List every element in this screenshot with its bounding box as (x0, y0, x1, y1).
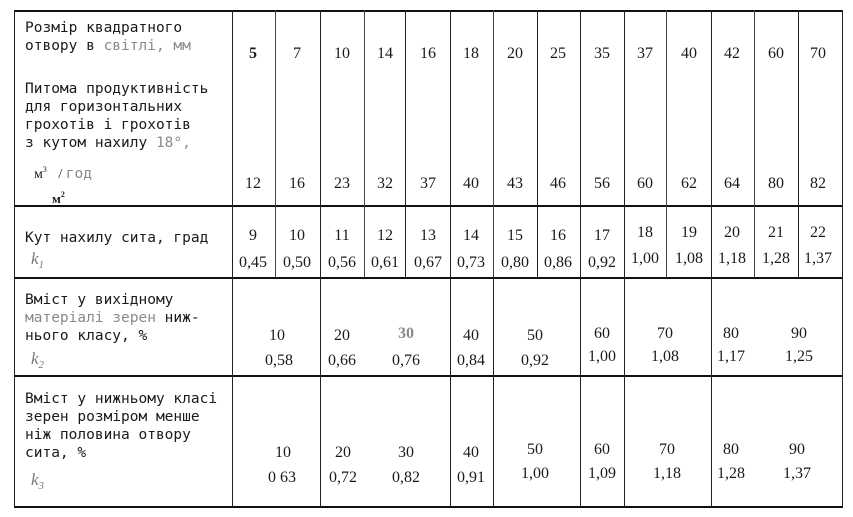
coefficient-k2-symbol: $k_2$ (31, 349, 45, 371)
k3-value: 1,28 (717, 465, 745, 482)
k2-value: 0,58 (265, 352, 293, 369)
content-value: 20 (335, 444, 351, 461)
size-value: 60 (768, 45, 784, 62)
k1-value: 0,45 (239, 254, 267, 271)
col-line (842, 10, 843, 507)
angle-value: 18 (637, 224, 653, 241)
size-value: 70 (810, 45, 826, 62)
coefficient-k3-symbol: $k_3$ (31, 470, 45, 492)
col-line (14, 10, 15, 507)
productivity-value: 23 (334, 175, 350, 192)
angle-value: 12 (377, 227, 393, 244)
productivity-value: 64 (724, 175, 740, 192)
size-value: 16 (420, 45, 436, 62)
productivity-value: 56 (594, 175, 610, 192)
size-value: 42 (724, 45, 740, 62)
content-value: 70 (659, 441, 675, 458)
label-screen-angle: Кут нахилу сита, град (25, 230, 209, 246)
k2-value: 1,17 (717, 348, 745, 365)
angle-value: 13 (420, 227, 436, 244)
k1-value: 0,50 (283, 254, 311, 271)
content-value: 40 (463, 327, 479, 344)
label-half-aperture-content: Вміст у нижньому класі зерен розміром менше ніж половина отвору сита, % (25, 391, 218, 461)
productivity-value: 43 (507, 175, 523, 192)
k1-value: 1,18 (718, 250, 746, 267)
size-value: 7 (293, 45, 301, 62)
label-aperture-size: Розмір квадратного отвору в світлі, мм (25, 20, 191, 54)
k3-value: 0 63 (268, 469, 296, 486)
k2-value: 0,92 (521, 352, 549, 369)
productivity-value: 37 (420, 175, 436, 192)
k1-value: 0,56 (328, 254, 356, 271)
k2-value: 1,25 (785, 348, 813, 365)
k2-value: 1,08 (651, 348, 679, 365)
productivity-value: 16 (289, 175, 305, 192)
k1-value: 0,86 (544, 254, 572, 271)
size-value: 40 (681, 45, 697, 62)
content-value: 30 (398, 325, 414, 342)
rule-row3-bottom (14, 375, 843, 377)
k3-value: 0,72 (329, 469, 357, 486)
k2-value: 0,84 (457, 352, 485, 369)
angle-value: 15 (507, 227, 523, 244)
k2-value: 0,66 (328, 352, 356, 369)
angle-value: 9 (249, 227, 257, 244)
productivity-value: 82 (810, 175, 826, 192)
angle-value: 20 (724, 224, 740, 241)
content-value: 90 (791, 325, 807, 342)
k1-value: 1,00 (631, 250, 659, 267)
content-value: 80 (723, 325, 739, 342)
content-value: 10 (269, 327, 285, 344)
content-value: 10 (275, 444, 291, 461)
angle-value: 10 (289, 227, 305, 244)
content-value: 30 (398, 444, 414, 461)
rule-bottom (14, 506, 843, 508)
col-line (493, 277, 494, 507)
label-undersize-content: Вміст у вихідному матеріалі зерен ниж- нього класу, % (25, 292, 200, 344)
k1-value: 1,37 (804, 250, 832, 267)
k3-value: 0,91 (457, 469, 485, 486)
k2-value: 1,00 (588, 348, 616, 365)
content-value: 70 (657, 325, 673, 342)
k3-value: 1,37 (783, 465, 811, 482)
angle-value: 17 (594, 227, 610, 244)
angle-value: 21 (768, 224, 784, 241)
coefficient-k1-symbol: $k_1$ (31, 249, 45, 271)
angle-value: 19 (681, 224, 697, 241)
label-productivity-unit-area: $м^2$ (52, 190, 65, 206)
k1-value: 0,92 (588, 254, 616, 271)
content-value: 50 (527, 327, 543, 344)
content-value: 90 (789, 441, 805, 458)
label-specific-productivity: Питома продуктивність для горизонтальних грохотів і грохотів з кутом нахилу 18°, (25, 81, 209, 151)
k2-value: 0,76 (392, 352, 420, 369)
k3-value: 0,82 (392, 469, 420, 486)
content-value: 60 (594, 441, 610, 458)
label-productivity-unit: $м^3$ / год (34, 165, 92, 182)
angle-value: 16 (550, 227, 566, 244)
k1-value: 0,73 (457, 254, 485, 271)
k1-value: 1,28 (762, 250, 790, 267)
size-value: 10 (334, 45, 350, 62)
size-value: 5 (249, 45, 257, 62)
productivity-value: 12 (245, 175, 261, 192)
content-value: 80 (723, 441, 739, 458)
angle-value: 11 (334, 227, 350, 244)
size-value: 18 (463, 45, 479, 62)
rule-row1-bottom (14, 205, 843, 207)
angle-value: 22 (810, 224, 826, 241)
k1-value: 0,67 (414, 254, 442, 271)
k1-value: 0,61 (371, 254, 399, 271)
k1-value: 1,08 (675, 250, 703, 267)
k3-value: 1,18 (653, 465, 681, 482)
productivity-value: 62 (681, 175, 697, 192)
content-value: 40 (463, 444, 479, 461)
size-value: 20 (507, 45, 523, 62)
size-value: 37 (637, 45, 653, 62)
productivity-value: 80 (768, 175, 784, 192)
productivity-value: 40 (463, 175, 479, 192)
size-value: 14 (377, 45, 393, 62)
rule-top (14, 10, 843, 12)
size-value: 35 (594, 45, 610, 62)
k3-value: 1,09 (588, 465, 616, 482)
productivity-value: 60 (637, 175, 653, 192)
angle-value: 14 (463, 227, 479, 244)
rule-row2-bottom (14, 277, 843, 279)
content-value: 20 (334, 327, 350, 344)
productivity-value: 32 (377, 175, 393, 192)
content-value: 50 (527, 441, 543, 458)
content-value: 60 (594, 325, 610, 342)
productivity-value: 46 (550, 175, 566, 192)
k3-value: 1,00 (521, 465, 549, 482)
k1-value: 0,80 (501, 254, 529, 271)
size-value: 25 (550, 45, 566, 62)
